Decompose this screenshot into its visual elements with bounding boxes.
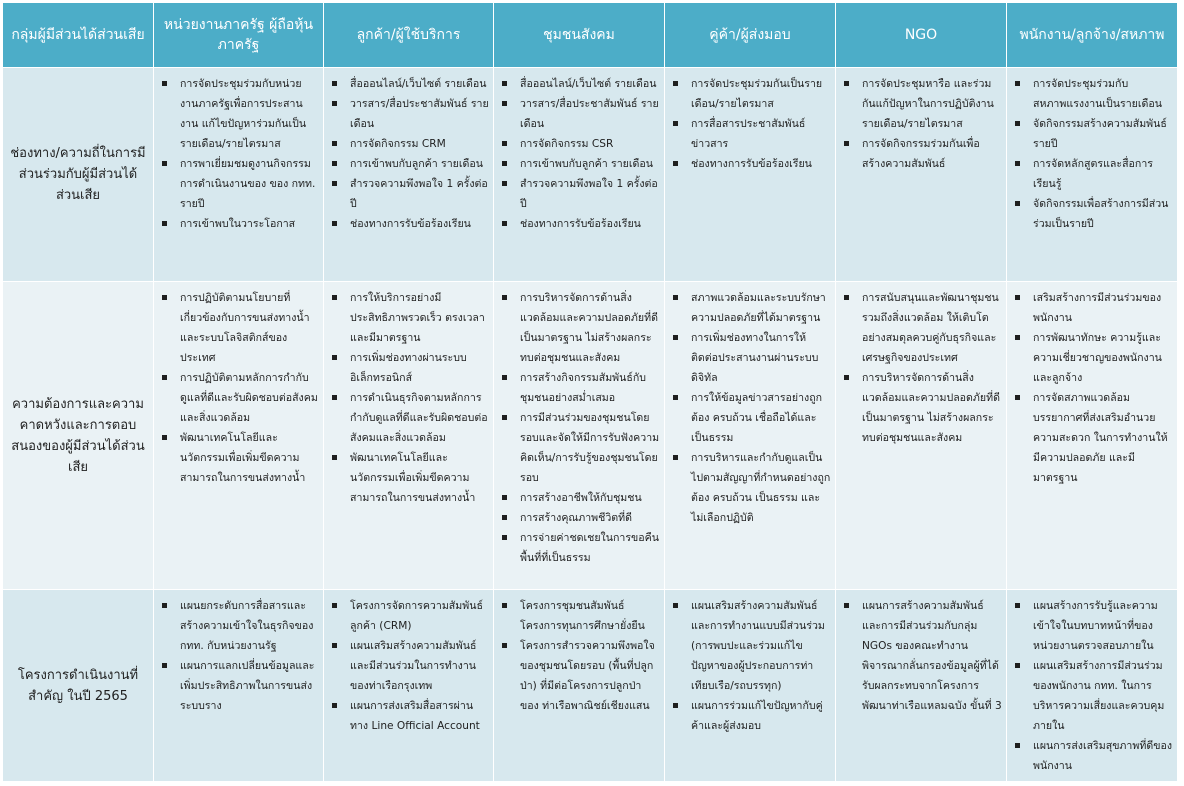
list-item: การปฏิบัติตามนโยบายที่เกี่ยวข้องกับการขนส่งทางน้ำและระบบโลจิสติกส์ของประเทศ <box>160 288 319 368</box>
bullet-list <box>494 68 664 234</box>
list-item: การให้บริการอย่างมีประสิทธิภาพรวดเร็ว ตรงเวลา และมีมาตรฐาน <box>330 288 489 348</box>
cell-projects-customers <box>324 590 494 782</box>
bullet-list <box>154 590 323 716</box>
bullet-list <box>1007 68 1177 234</box>
list-item: ช่องทางการรับข้อร้องเรียน <box>330 214 489 234</box>
list-item: เสริมสร้างการมีส่วนร่วมของพนักงาน <box>1013 288 1173 328</box>
bullet-list <box>836 68 1006 174</box>
list-item: วารสาร/สื่อประชาสัมพันธ์ รายเดือน <box>330 94 489 134</box>
list-item: การจัดหลักสูตรและสื่อการเรียนรู้ <box>1013 154 1173 194</box>
table-row-expectations <box>3 282 1178 590</box>
header-stakeholder-group: กลุ่มผู้มีส่วนได้ส่วนเสีย <box>3 3 154 68</box>
header-row <box>3 3 1178 68</box>
list-item: พัฒนาเทคโนโลยีและนวัตกรรมเพื่อเพิ่มขีดความสามารถในการขนส่งทางน้ำ <box>160 428 319 488</box>
list-item: แผนการร่วมแก้ไขปัญหากับคู่ค้าและผู้ส่งมอบ <box>671 696 831 736</box>
list-item: การจัดประชุมร่วมกับหน่วยงานภาครัฐเพื่อการประสานงาน แก้ไขปัญหาร่วมกันเป็นรายเดือน/รายไตรมาส <box>160 74 319 154</box>
cell-projects-employees <box>1007 590 1178 782</box>
cell-engagement-customers <box>324 68 494 282</box>
bullet-list <box>324 68 493 234</box>
list-item: การสื่อสารประชาสัมพันธ์ข่าวสาร <box>671 114 831 154</box>
bullet-list <box>324 282 493 508</box>
list-item: การบริหารจัดการด้านสิ่งแวดล้อมและความปลอดภัยที่ดี เป็นมาตรฐาน ไม่สร้างผลกระทบต่อชุมชนและสังคม <box>500 288 660 368</box>
header-government: หน่วยงานภาครัฐ ผู้ถือหุ้นภาครัฐ <box>154 3 324 68</box>
cell-projects-ngo <box>836 590 1007 782</box>
list-item: แผนสร้างการรับรู้และความเข้าใจในบทบาทหน้าที่ของหน่วยงานตรวจสอบภายใน <box>1013 596 1173 656</box>
list-item: แผนการส่งเสริมสื่อสารผ่านทาง Line Official Account <box>330 696 489 736</box>
list-item: การจัดกิจกรรมร่วมกันเพื่อสร้างความสัมพันธ์ <box>842 134 1002 174</box>
bullet-list <box>494 590 664 716</box>
list-item: จัดกิจกรรมสร้างความสัมพันธ์รายปี <box>1013 114 1173 154</box>
row-label-projects: โครงการดำเนินงานที่สำคัญ ในปี 2565 <box>3 590 154 782</box>
list-item: พัฒนาเทคโนโลยีและนวัตกรรมเพื่อเพิ่มขีดความสามารถในการขนส่งทางน้ำ <box>330 448 489 508</box>
list-item: การมีส่วนร่วมของชุมชนโดยรอบและจัดให้มีการรับฟังความคิดเห็น/การรับรู้ของชุมชนโดยรอบ <box>500 408 660 488</box>
list-item: แผนเสริมสร้างความสัมพันธ์และการทำงานแบบมีส่วนร่วม (การพบปะและร่วมแก้ไขปัญหาของผู้ประกอบการท่าเทียบเรือ/รถบรรทุก) <box>671 596 831 696</box>
list-item: การสร้างกิจกรรมสัมพันธ์กับชุมชนอย่างสม่ำเสมอ <box>500 368 660 408</box>
list-item: การให้ข้อมูลข่าวสารอย่างถูกต้อง ครบถ้วน เชื่อถือได้และเป็นธรรม <box>671 388 831 448</box>
list-item: การบริหารจัดการด้านสิ่งแวดล้อมและความปลอดภัยที่ดี เป็นมาตรฐาน ไม่สร้างผลกระทบต่อชุมชนและสังคม <box>842 368 1002 448</box>
bullet-list <box>324 590 493 736</box>
list-item: ช่องทางการรับข้อร้องเรียน <box>671 154 831 174</box>
header-employees: พนักงาน/ลูกจ้าง/สหภาพ <box>1007 3 1178 68</box>
list-item: การจัดสภาพแวดล้อมบรรยากาศที่ส่งเสริมอำนวยความสะดวก ในการทำงานให้มีความปลอดภัย และมีมาตรฐาน <box>1013 388 1173 488</box>
bullet-list <box>494 282 664 568</box>
bullet-list <box>1007 282 1177 488</box>
cell-projects-community <box>494 590 665 782</box>
header-community: ชุมชนสังคม <box>494 3 665 68</box>
cell-engagement-government <box>154 68 324 282</box>
stakeholder-table <box>2 2 1178 782</box>
list-item: โครงการสำรวจความพึงพอใจของชุมชนโดยรอบ (พื้นที่ปลูกป่า) ที่มีต่อโครงการปลูกป่าของ ท่าเรือพาณิชย์เชียงแสน <box>500 636 660 716</box>
list-item: การจ่ายค่าชดเชยในการขอคืนพื้นที่ที่เป็นธรรม <box>500 528 660 568</box>
cell-engagement-employees <box>1007 68 1178 282</box>
list-item: แผนเสริมสร้างความสัมพันธ์และมีส่วนร่วมในการทำงานของท่าเรือกรุงเทพ <box>330 636 489 696</box>
cell-expectations-employees <box>1007 282 1178 590</box>
list-item: การพาเยี่ยมชมดูงานกิจกรรมการดำเนินงานของ ของ กทท. รายปี <box>160 154 319 214</box>
row-label-engagement: ช่องทาง/ความถี่ในการมีส่วนร่วมกับผู้มีส่วนได้ส่วนเสีย <box>3 68 154 282</box>
list-item: สื่อออนไลน์/เว็บไซต์ รายเดือน <box>330 74 489 94</box>
list-item: การดำเนินธุรกิจตามหลักการกำกับดูแลที่ดีและรับผิดชอบต่อสังคมและสิ่งแวดล้อม <box>330 388 489 448</box>
table-row-engagement <box>3 68 1178 282</box>
cell-projects-government <box>154 590 324 782</box>
cell-engagement-partners <box>665 68 836 282</box>
list-item: การจัดประชุมร่วมกับสหภาพแรงงานเป็นรายเดือน <box>1013 74 1173 114</box>
list-item: แผนยกระดับการสื่อสารและสร้างความเข้าใจในธุรกิจของ กทท. กับหน่วยงานรัฐ <box>160 596 319 656</box>
list-item: การปฏิบัติตามหลักการกำกับดูแลที่ดีและรับผิดชอบต่อสังคมและสิ่งแวดล้อม <box>160 368 319 428</box>
table-row-projects <box>3 590 1178 782</box>
header-customers: ลูกค้า/ผู้ใช้บริการ <box>324 3 494 68</box>
list-item: สำรวจความพึงพอใจ 1 ครั้งต่อปี <box>500 174 660 214</box>
list-item: แผนการแลกเปลี่ยนข้อมูลและเพิ่มประสิทธิภาพในการขนส่งระบบราง <box>160 656 319 716</box>
bullet-list <box>665 282 835 528</box>
list-item: แผนการส่งเสริมสุขภาพที่ดีของพนักงาน <box>1013 736 1173 776</box>
bullet-list <box>154 282 323 488</box>
list-item: การเพิ่มช่องทางในการให้ติดต่อประสานงานผ่านระบบดิจิทัล <box>671 328 831 388</box>
list-item: แผนเสริมสร้างการมีส่วนร่วมของพนักงาน กทท. ในการบริหารความเสี่ยงและควบคุมภายใน <box>1013 656 1173 736</box>
bullet-list <box>665 590 835 736</box>
cell-expectations-ngo <box>836 282 1007 590</box>
bullet-list <box>836 590 1006 716</box>
list-item: การเข้าพบในวาระโอกาส <box>160 214 319 234</box>
cell-expectations-partners <box>665 282 836 590</box>
list-item: การเพิ่มช่องทางผ่านระบบอิเล็กทรอนิกส์ <box>330 348 489 388</box>
list-item: การจัดประชุมร่วมกันเป็นรายเดือน/รายไตรมาส <box>671 74 831 114</box>
header-ngo: NGO <box>836 3 1007 68</box>
cell-expectations-customers <box>324 282 494 590</box>
list-item: แผนการสร้างความสัมพันธ์และการมีส่วนร่วมกับกลุ่ม NGOs ของคณะทำงานพิจารณากลั่นกรองข้อมูลผู้ที่ได้รับผลกระทบจากโครงการพัฒนาท่าเรือแหลมฉบัง ขั้นที่ 3 <box>842 596 1002 716</box>
cell-expectations-community <box>494 282 665 590</box>
list-item: โครงการจัดการความสัมพันธ์ลูกค้า (CRM) <box>330 596 489 636</box>
list-item: การจัดกิจกรรม CRM <box>330 134 489 154</box>
list-item: การเข้าพบกับลูกค้า รายเดือน <box>500 154 660 174</box>
list-item: การสนับสนุนและพัฒนาชุมชนรวมถึงสิ่งแวดล้อม ให้เติบโตอย่างสมดุลควบคู่กับธุรกิจและเศรษฐกิจของประเทศ <box>842 288 1002 368</box>
list-item: การเข้าพบกับลูกค้า รายเดือน <box>330 154 489 174</box>
list-item: การจัดกิจกรรม CSR <box>500 134 660 154</box>
list-item: การพัฒนาทักษะ ความรู้และความเชี่ยวชาญของพนักงานและลูกจ้าง <box>1013 328 1173 388</box>
stakeholder-table-container <box>2 2 1177 782</box>
cell-engagement-ngo <box>836 68 1007 282</box>
list-item: วารสาร/สื่อประชาสัมพันธ์ รายเดือน <box>500 94 660 134</box>
bullet-list <box>154 68 323 234</box>
list-item: การสร้างคุณภาพชีวิตที่ดี <box>500 508 660 528</box>
list-item: จัดกิจกรรมเพื่อสร้างการมีส่วนร่วมเป็นรายปี <box>1013 194 1173 234</box>
list-item: โครงการชุมชนสัมพันธ์ โครงการทุนการศึกษายั่งยืน <box>500 596 660 636</box>
list-item: การสร้างอาชีพให้กับชุมชน <box>500 488 660 508</box>
list-item: การบริหารและกำกับดูแลเป็นไปตามสัญญาที่กำหนดอย่างถูกต้อง ครบถ้วน เป็นธรรม และไม่เลือกปฏิบัติ <box>671 448 831 528</box>
cell-engagement-community <box>494 68 665 282</box>
list-item: สภาพแวดล้อมและระบบรักษาความปลอดภัยที่ได้มาตรฐาน <box>671 288 831 328</box>
cell-expectations-government <box>154 282 324 590</box>
cell-projects-partners <box>665 590 836 782</box>
bullet-list <box>1007 590 1177 776</box>
bullet-list <box>836 282 1006 448</box>
list-item: ช่องทางการรับข้อร้องเรียน <box>500 214 660 234</box>
header-partners: คู่ค้า/ผู้ส่งมอบ <box>665 3 836 68</box>
list-item: การจัดประชุมหารือ และร่วมกันแก้ปัญหาในการปฏิบัติงาน รายเดือน/รายไตรมาส <box>842 74 1002 134</box>
list-item: สื่อออนไลน์/เว็บไซต์ รายเดือน <box>500 74 660 94</box>
bullet-list <box>665 68 835 174</box>
list-item: สำรวจความพึงพอใจ 1 ครั้งต่อปี <box>330 174 489 214</box>
row-label-expectations: ความต้องการและความคาดหวังและการตอบสนองของผู้มีส่วนได้ส่วนเสีย <box>3 282 154 590</box>
